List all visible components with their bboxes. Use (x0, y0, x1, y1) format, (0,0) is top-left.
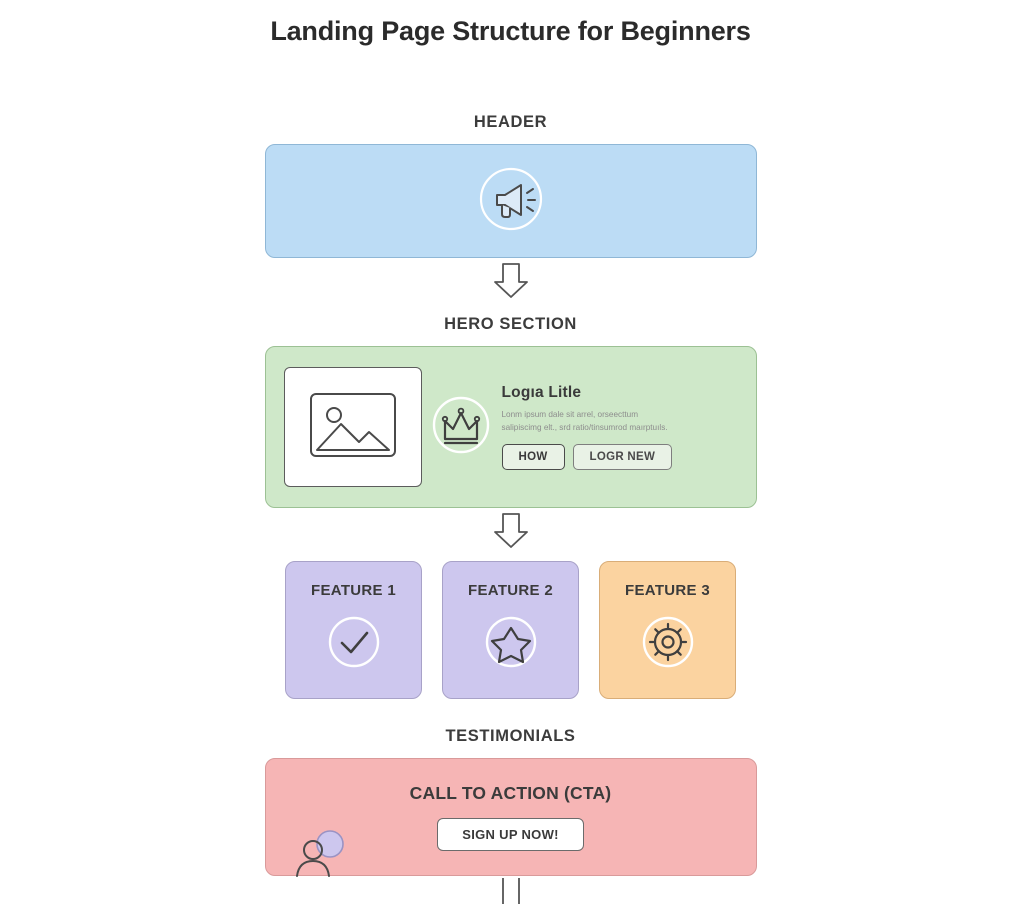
gear-circle-icon (637, 611, 699, 678)
down-arrow-icon (490, 512, 532, 555)
testimonials-label: TESTIMONIALS (445, 727, 576, 745)
connector-cta-bottom (0, 878, 1021, 904)
testimonials-section (0, 727, 1021, 876)
connector-hero-to-features (0, 512, 1021, 555)
people-icon (285, 828, 357, 895)
diagram-canvas (0, 113, 1021, 904)
page-title: Landing Page Structure for Beginners (270, 16, 751, 46)
hero-copy (500, 384, 738, 469)
feature-3-label: FEATURE 3 (625, 582, 710, 599)
feature-card-2[interactable] (442, 561, 579, 699)
features-row (0, 561, 1021, 699)
feature-card-1[interactable] (285, 561, 422, 699)
hero-badge (422, 391, 500, 464)
hero-section (0, 315, 1021, 508)
feature-2-label: FEATURE 2 (468, 582, 553, 599)
hero-heading: Logıa Litle (501, 384, 582, 402)
cta-title: CALL TO ACTION (CTA) (409, 783, 612, 803)
header-section-label: HEADER (473, 113, 548, 131)
down-arrow-icon (490, 262, 532, 305)
hero-buttons (502, 444, 738, 470)
feature-card-3[interactable] (599, 561, 736, 699)
image-placeholder-icon (307, 388, 399, 467)
feature-1-label: FEATURE 1 (311, 582, 396, 599)
hero-block[interactable] (265, 346, 757, 508)
check-circle-icon (323, 611, 385, 678)
header-section (0, 113, 1021, 258)
header-block[interactable] (265, 144, 757, 258)
connector-header-to-hero (0, 262, 1021, 305)
megaphone-icon (471, 159, 551, 244)
image-placeholder (284, 367, 422, 487)
crown-icon (427, 391, 495, 464)
hero-secondary-button[interactable]: LOGR NEW (573, 444, 673, 470)
hero-primary-button[interactable]: HOW (502, 444, 565, 470)
hero-section-label: HERO SECTION (444, 315, 577, 333)
sign-up-button[interactable]: SIGN UP NOW! (437, 818, 584, 851)
hero-body-text: Lonm ipsum dale sit arrel, orseecttum salipiscimg elt., srd ratio/tinsumrod maırptuıls. (501, 410, 668, 432)
star-circle-icon (480, 611, 542, 678)
